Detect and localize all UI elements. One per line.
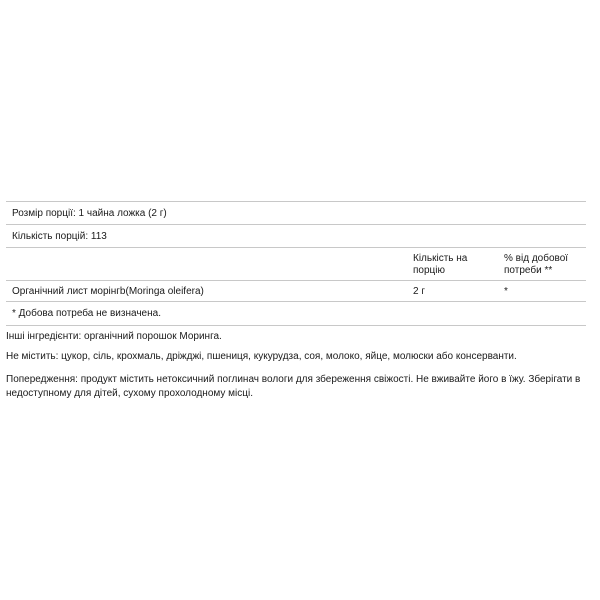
serving-size-text: Розмір порції: 1 чайна ложка (2 г) (12, 208, 167, 219)
other-ingredients-text: Інші інгредієнти: органічний порошок Моринга. (6, 331, 222, 342)
does-not-contain-text: Не містить: цукор, сіль, крохмаль, дріжджі, пшениця, кукурудза, соя, молоко, яйце, молюски або консерванти. (6, 351, 517, 362)
table-header-row (6, 248, 586, 281)
supplement-facts-table (6, 201, 586, 326)
ingredient-daily-value: * (504, 286, 508, 297)
supplement-facts-panel (6, 201, 594, 399)
table-row (6, 281, 586, 302)
warning-text: Попередження: продукт містить нетоксичний поглинач вологи для збереження свіжості. Не вживайте його в їжу. Зберігати в недоступному для дітей, сухому прохолодному місці. (6, 374, 581, 399)
daily-value-footnote: * Добова потреба не визначена. (12, 308, 161, 319)
amount-per-serving-header: Кількість на порцію (413, 253, 468, 276)
ingredient-name: Органічний лист морінгb(Moringa oleifera) (12, 286, 204, 297)
serving-size-row (6, 202, 586, 225)
footnote-row (6, 302, 586, 326)
daily-value-header: % від добової потреби ** (504, 253, 569, 276)
servings-per-container-row (6, 225, 586, 248)
ingredient-amount: 2 г (413, 286, 425, 297)
servings-per-container-text: Кількість порцій: 113 (12, 231, 107, 242)
